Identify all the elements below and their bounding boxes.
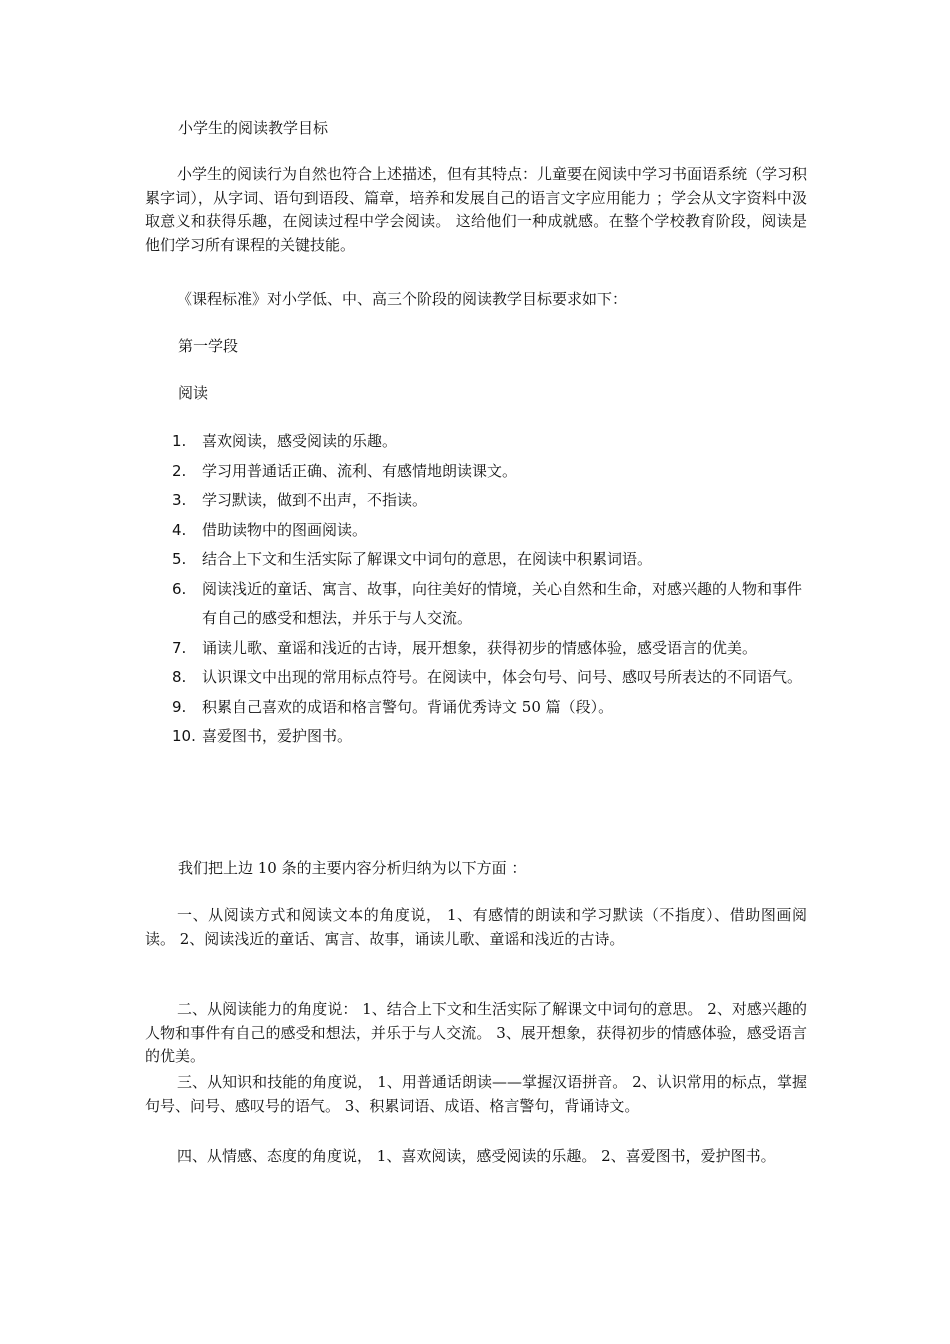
list-item: 3. 学习默读，做到不出声，不指读。 bbox=[172, 491, 428, 509]
list-item: 9. 积累自己喜欢的成语和格言警句。背诵优秀诗文 50 篇（段）。 bbox=[172, 697, 614, 716]
list-item: 6. 阅读浅近的童话、寓言、故事，向往美好的情境，关心自然和生命，对感兴趣的人物和事件有自己的感受和想法，并乐于与人交流。 bbox=[172, 579, 803, 627]
list-item: 10. 喜爱图书，爱护图书。 bbox=[172, 727, 353, 745]
list-item: 5. 结合上下文和生活实际了解课文中词句的意思，在阅读中积累词语。 bbox=[172, 550, 653, 568]
reading-goals-list bbox=[172, 427, 812, 752]
point-paragraph: 三、从知识和技能的角度说， 1、用普通话朗读——掌握汉语拼音。 2、认识常用的标点，掌握句号、问号、感叹号的语气。 3、积累词语、成语、格言警句，背诵诗文。 bbox=[145, 1073, 807, 1115]
list-item: 7. 诵读儿歌、童谣和浅近的古诗，展开想象，获得初步的情感体验，感受语言的优美。 bbox=[172, 638, 758, 657]
intro-paragraph: 小学生的阅读行为自然也符合上述描述，但有其特点：儿童要在阅读中学习书面语系统（学习积累字词），从字词、语句到语段、篇章，培养和发展自己的语言文字应用能力 ；学会从文字资料中汲取意义和获得乐趣，在阅读过程中学会阅读。 这给他们一种成就感。在整个学校教育阶段，阅读是他们学习所有课程的关键技能。 bbox=[145, 165, 808, 254]
point-paragraph: 一、从阅读方式和阅读文本的角度说， 1、有感情的朗读和学习默读（不指度）、借助图画阅读。 2、阅读浅近的童话、寓言、故事，诵读儿歌、童谣和浅近的古诗。 bbox=[145, 906, 807, 948]
list-item: 2. 学习用普通话正确、流利、有感情地朗读课文。 bbox=[172, 461, 518, 480]
summary-line: 我们把上边 10 条的主要内容分析归纳为以下方面 ： bbox=[178, 859, 527, 877]
list-item: 8. 认识课文中出现的常用标点符号。在阅读中，体会句号、问号、感叹号所表达的不同语气。 bbox=[172, 668, 803, 686]
point-paragraph: 四、从情感、态度的角度说， 1、喜欢阅读，感受阅读的乐趣。 2、喜爱图书，爱护图书。 bbox=[177, 1147, 776, 1165]
list-item: 4. 借助读物中的图画阅读。 bbox=[172, 520, 368, 539]
standard-line: 《课程标准》对小学低、中、高三个阶段的阅读教学目标要求如下： bbox=[177, 290, 628, 308]
stage-heading: 第一学段 bbox=[178, 337, 239, 355]
list-item: 1. 喜欢阅读，感受阅读的乐趣。 bbox=[172, 432, 398, 450]
section-heading: 阅读 bbox=[178, 384, 209, 402]
document-title: 小学生的阅读教学目标 bbox=[178, 119, 329, 137]
point-paragraph: 二、从阅读能力的角度说： 1、结合上下文和生活实际了解课文中词句的意思。 2、对感兴趣的人物和事件有自己的感受和想法，并乐于与人交流。 3、展开想象，获得初步的情感体验，感受语言的优美。 bbox=[145, 1000, 807, 1065]
